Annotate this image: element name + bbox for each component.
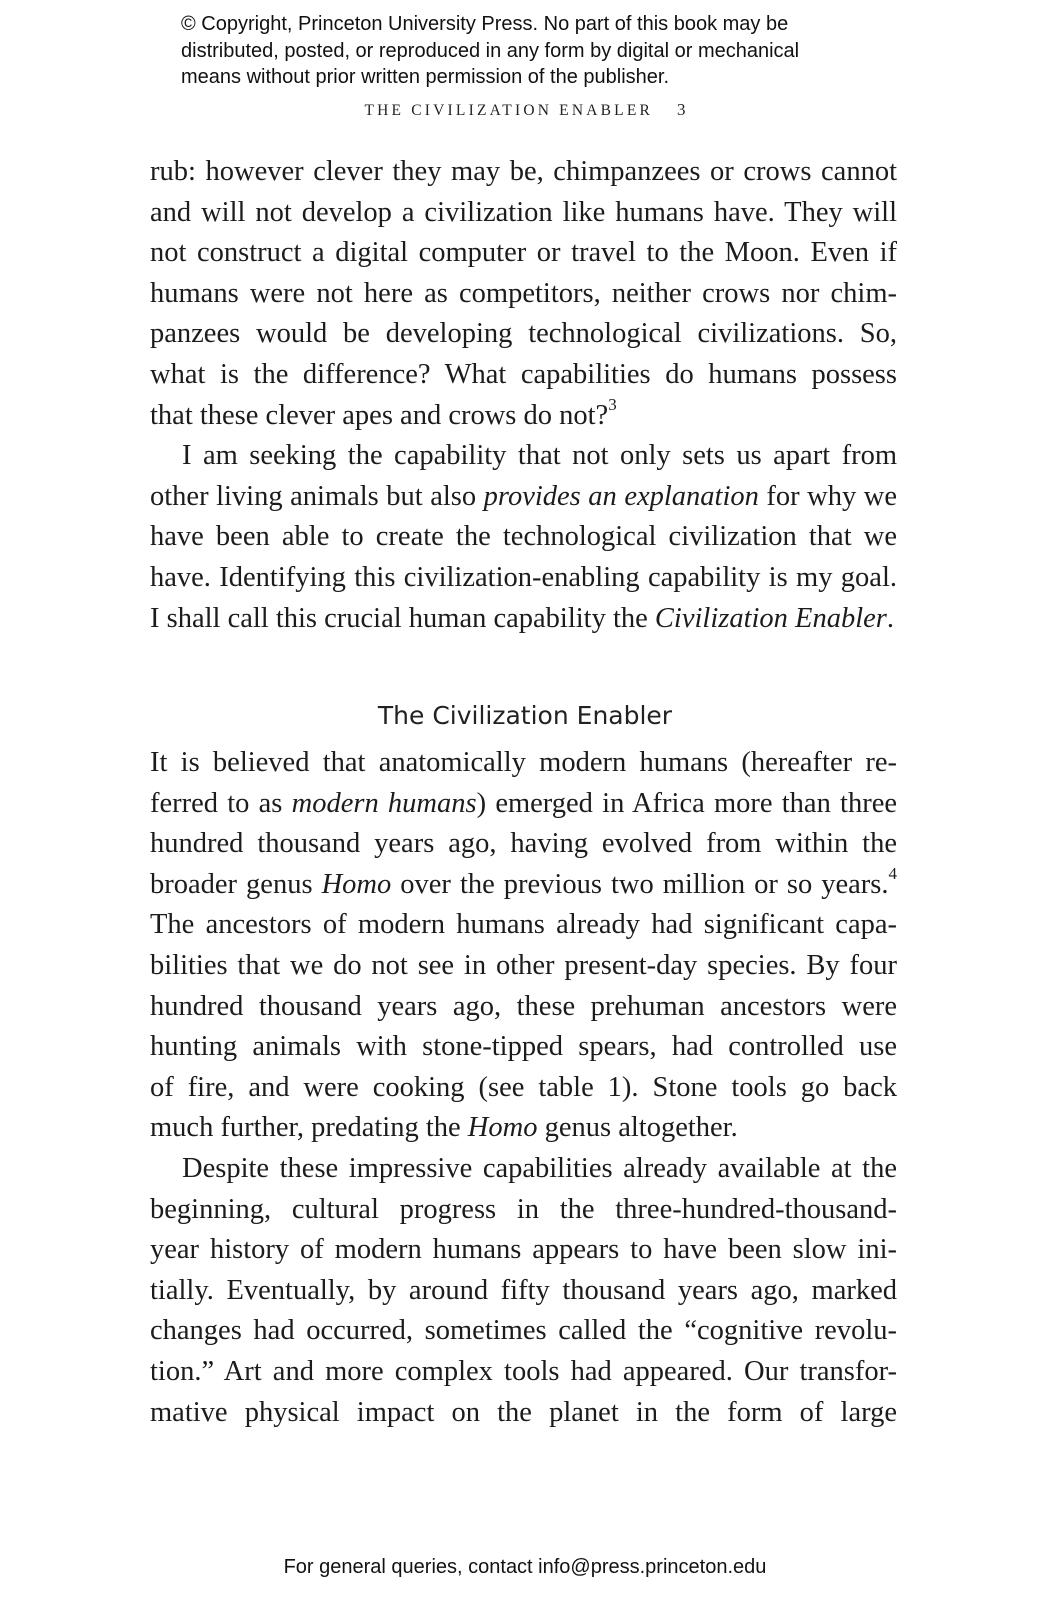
- text-run: ferred to as: [150, 787, 292, 819]
- text-line: The ancestors of modern humans already had significant capa-: [150, 909, 897, 941]
- text-line: not construct a digital computer or travel to the Moon. Even if: [150, 237, 897, 269]
- text-line: [150, 599, 897, 640]
- text-run: much further, predating the: [150, 1112, 468, 1144]
- text-line: [150, 477, 897, 518]
- copyright-line: © Copyright, Princeton University Press. No part of this book may be: [181, 13, 789, 35]
- text-line: [150, 396, 897, 437]
- text-line: beginning, cultural progress in the three-hundred-thousand-: [150, 1193, 897, 1225]
- text-line: tially. Eventually, by around fifty thousand years ago, marked: [150, 1274, 897, 1306]
- italic-run: modern humans: [291, 787, 477, 819]
- text-line: I am seeking the capability that not only sets us apart from: [182, 440, 897, 472]
- text-run: I shall call this crucial human capability the: [150, 602, 655, 634]
- text-line: It is believed that anatomically modern humans (hereafter re-: [150, 747, 897, 778]
- text-run: genus altogether.: [537, 1112, 738, 1144]
- text-run: other living animals but also: [150, 480, 484, 512]
- text-line: [150, 784, 897, 825]
- text-line: hunting animals with stone-tipped spears, had controlled use: [150, 1031, 897, 1063]
- italic-run: Homo: [321, 868, 392, 900]
- text-line: tion.” Art and more complex tools had appeared. Our transfor-: [150, 1355, 897, 1387]
- text-line: Despite these impressive capabilities already available at the: [182, 1152, 897, 1184]
- text-run: over the previous two million or so years.: [391, 868, 889, 900]
- footer-contact: For general queries, contact info@press.princeton.edu: [283, 1556, 767, 1578]
- text-line: and will not develop a civilization like humans have. They will: [150, 196, 897, 228]
- footnote-ref-3[interactable]: 3: [608, 394, 617, 414]
- text-line: what is the difference? What capabilities do humans possess: [150, 358, 897, 390]
- text-line: hundred thousand years ago, these prehuman ancestors were: [150, 990, 897, 1022]
- italic-run: Civilization Enabler: [654, 602, 887, 634]
- page-number: 3: [677, 100, 686, 119]
- body-text-bottom: [150, 743, 897, 1433]
- text-line: of fire, and were cooking (see table 1). Stone tools go back: [150, 1071, 897, 1103]
- paragraph: [150, 1149, 897, 1433]
- section-heading: The Civilization Enabler: [377, 701, 673, 730]
- text-run: ) emerged in Africa more than three: [476, 787, 898, 819]
- text-line: [150, 865, 897, 906]
- text-line: hundred thousand years ago, having evolved from within the: [150, 828, 897, 860]
- running-head-title: THE CIVILIZATION ENABLER: [364, 102, 654, 119]
- paragraph: [150, 743, 897, 1149]
- text-line: year history of modern humans appears to have been slow ini-: [150, 1234, 897, 1266]
- italic-run: provides an explanation: [483, 480, 759, 512]
- text-run: that these clever apes and crows do not?: [150, 399, 609, 431]
- text-run: .: [886, 602, 894, 634]
- copyright-line: distributed, posted, or reproduced in any form by digital or mechanical: [181, 39, 800, 62]
- text-line: panzees would be developing technological civilizations. So,: [150, 318, 897, 350]
- footnote-ref-4[interactable]: 4: [888, 863, 897, 883]
- text-line: rub: however clever they may be, chimpanzees or crows cannot: [150, 156, 897, 187]
- text-line: [150, 1108, 897, 1149]
- text-line: humans were not here as competitors, neither crows nor chim-: [150, 277, 897, 309]
- italic-run: Homo: [467, 1112, 538, 1144]
- running-head: [0, 100, 1050, 120]
- text-run: for why we: [758, 480, 897, 512]
- copyright-notice: [181, 11, 901, 91]
- body-text-top: [150, 152, 897, 639]
- text-run: broader genus: [150, 868, 322, 900]
- paragraph: [150, 152, 897, 436]
- text-line: have been able to create the technological civilization that we: [150, 521, 897, 553]
- paragraph: [150, 436, 897, 639]
- text-line: bilities that we do not see in other present-day species. By four: [150, 949, 897, 981]
- text-line: mative physical impact on the planet in the form of large: [150, 1396, 897, 1428]
- copyright-line: means without prior written permission of the publisher.: [181, 66, 670, 88]
- text-line: changes had occurred, sometimes called the “cognitive revolu-: [150, 1315, 897, 1347]
- text-line: have. Identifying this civilization-enabling capability is my goal.: [150, 561, 897, 593]
